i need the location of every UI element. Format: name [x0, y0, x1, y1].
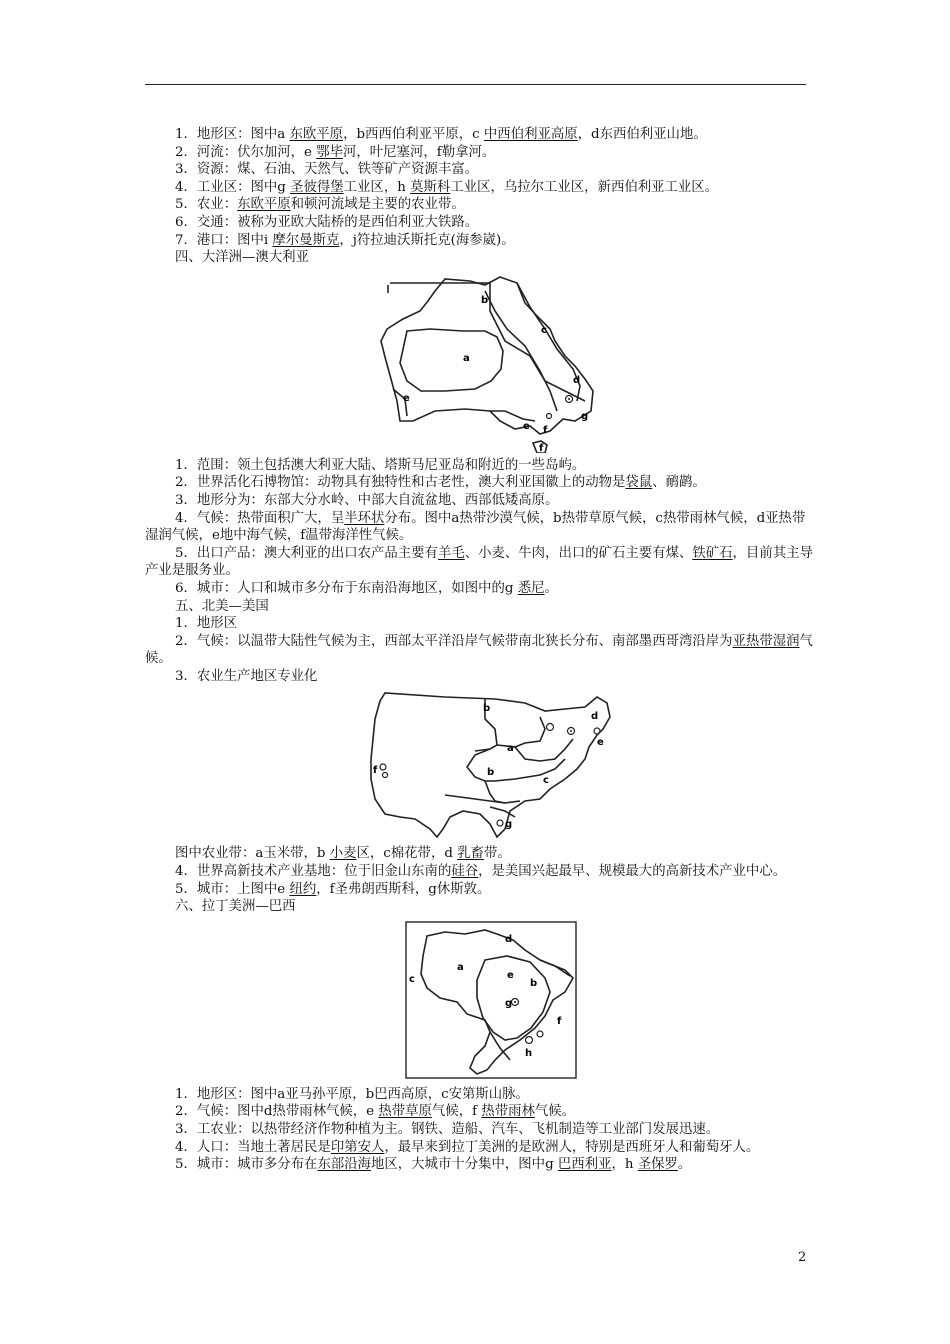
brazil-map — [145, 920, 815, 1082]
usa-line-2: 2．气候：以温带大陆性气候为主，西部太平洋沿岸气候带南北狭长分布、南部墨西哥湾沿岸为亚热带湿润气候。 — [145, 633, 813, 667]
brazil-line-3: 3．工农业：以热带经济作物种植为主。钢铁、造船、汽车、飞机制造等工业部门发展迅速。 — [175, 1122, 720, 1138]
page-content — [145, 126, 815, 1174]
russia-line-7: 7．港口：图中i 摩尔曼斯克，j符拉迪沃斯托克(海参崴)。 — [175, 232, 515, 248]
usa-map — [145, 689, 815, 841]
brazil-line-2: 2．气候：图中d热带雨林气候，e 热带草原气候，f 热带雨林气候。 — [175, 1104, 576, 1120]
usa-map-label-a: a — [507, 743, 514, 755]
usa-map-label-g: g — [505, 819, 513, 831]
brazil-map-label-d: d — [505, 933, 513, 945]
australia-heading: 四、大洋洲—澳大利亚 — [175, 250, 309, 266]
russia-line-3: 3．资源：煤、石油、天然气、铁等矿产资源丰富。 — [175, 162, 479, 178]
australia-map-label-e: e — [403, 392, 410, 404]
australia-map-label-f: f — [543, 424, 548, 436]
australia-line-3: 3．地形分为：东部大分水岭、中部大自流盆地、西部低矮高原。 — [175, 492, 559, 508]
australia-line-2: 2．世界活化石博物馆：动物具有独特性和古老性，澳大利亚国徽上的动物是袋鼠、鸸鹋。 — [175, 475, 706, 491]
australia-map — [145, 271, 815, 453]
brazil-map-label-e: e — [507, 969, 514, 981]
russia-line-5: 5．农业：东欧平原和顿河流域是主要的农业带。 — [175, 197, 465, 213]
usa-map-label-c: c — [543, 775, 549, 787]
brazil-heading: 六、拉丁美洲—巴西 — [175, 899, 296, 915]
australia-map-label-b: b — [481, 294, 489, 306]
usa-line-1: 1．地形区 — [175, 616, 238, 632]
australia-map-label-e2: e — [523, 420, 530, 432]
brazil-map-label-f: f — [557, 1015, 562, 1027]
header-rule — [145, 84, 806, 85]
russia-line-6: 6．交通：被称为亚欧大陆桥的是西伯利亚大铁路。 — [175, 214, 479, 230]
russia-line-2: 2．河流：伏尔加河，e 鄂毕河，叶尼塞河，f勒拿河。 — [175, 144, 496, 160]
australia-map-label-f2: f — [539, 442, 544, 453]
australia-map-label-d: d — [573, 374, 581, 386]
australia-map-label-a: a — [463, 352, 470, 364]
brazil-map-label-b: b — [530, 977, 538, 989]
usa-heading: 五、北美—美国 — [175, 598, 269, 614]
australia-line-6: 6．城市：人口和城市多分布于东南沿海地区，如图中的g 悉尼。 — [175, 580, 558, 596]
usa-map-label-b2: b — [487, 767, 495, 779]
brazil-line-4: 4．人口：当地土著居民是印第安人，最早来到拉丁美洲的是欧洲人，特别是西班牙人和葡萄牙人。 — [175, 1139, 760, 1155]
usa-line-5: 4．世界高新技术产业基地：位于旧金山东南的硅谷，是美国兴起最早、规模最大的高新技术产业中心。 — [175, 864, 787, 880]
usa-map-label-b: b — [483, 703, 491, 715]
australia-map-label-c: c — [541, 324, 547, 336]
brazil-map-label-h: h — [525, 1047, 533, 1059]
brazil-map-label-c: c — [409, 973, 415, 985]
russia-line-4: 4．工业区：图中g 圣彼得堡工业区，h 莫斯科工业区，乌拉尔工业区，新西伯利亚工业区。 — [175, 179, 719, 195]
usa-map-label-d: d — [591, 711, 599, 723]
brazil-line-5: 5．城市：城市多分布在东部沿海地区，大城市十分集中，图中g 巴西利亚，h 圣保罗。 — [175, 1157, 692, 1173]
page-number: 2 — [798, 1250, 807, 1265]
usa-line-4: 图中农业带：a玉米带，b 小麦区，c棉花带，d 乳畜带。 — [175, 846, 511, 862]
australia-line-1: 1．范围：领土包括澳大利亚大陆、塔斯马尼亚岛和附近的一些岛屿。 — [175, 457, 586, 473]
usa-line-3: 3．农业生产地区专业化 — [175, 668, 318, 684]
australia-line-5: 5．出口产品：澳大利亚的出口农产品主要有羊毛、小麦、牛肉，出口的矿石主要有煤、铁矿石，目前其主导产业是服务业。 — [145, 545, 813, 579]
russia-line-1: 1．地形区：图中a 东欧平原，b西西伯利亚平原，c 中西伯利亚高原，d东西伯利亚山地。 — [175, 127, 707, 142]
usa-map-label-f: f — [373, 765, 378, 777]
brazil-map-label-a: a — [457, 961, 464, 973]
usa-line-6: 5．城市：上图中e 纽约，f圣弗朗西斯科，g休斯敦。 — [175, 881, 491, 897]
brazil-line-1: 1．地形区：图中a亚马孙平原，b巴西高原，c安第斯山脉。 — [175, 1086, 529, 1102]
australia-map-label-g: g — [581, 410, 589, 422]
usa-map-label-e: e — [597, 737, 604, 749]
brazil-map-label-g: g — [505, 997, 513, 1009]
australia-line-4: 4．气候：热带面积广大，呈半环状分布。图中a热带沙漠气候，b热带草原气候，c热带雨林气候，d亚热带湿润气候，e地中海气候，f温带海洋性气候。 — [145, 510, 806, 544]
